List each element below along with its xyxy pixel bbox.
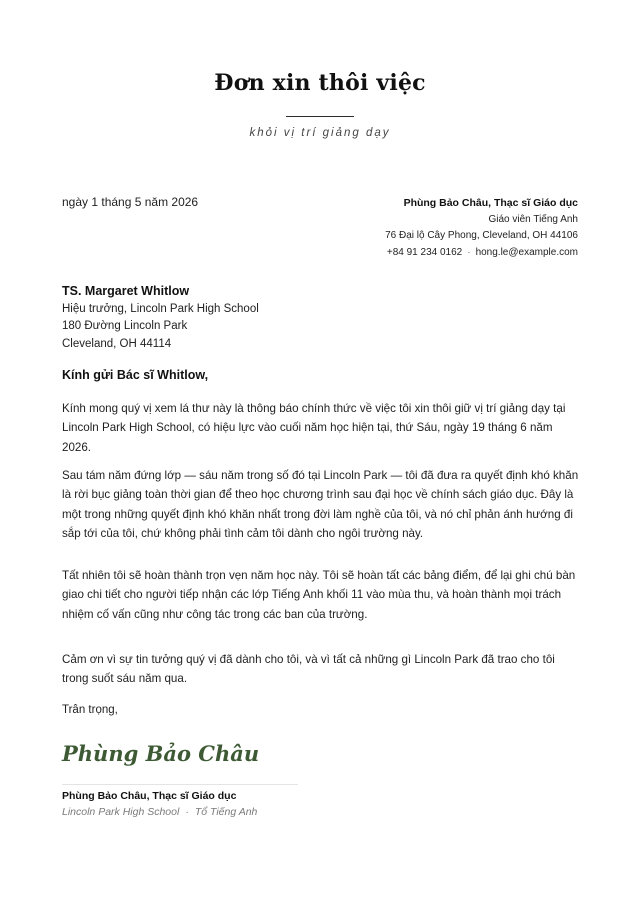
sender-name: Phùng Bảo Châu, Thạc sĩ Giáo dục bbox=[403, 197, 578, 209]
sender-block bbox=[385, 195, 578, 261]
letter-title: Đơn xin thôi việc bbox=[214, 70, 426, 96]
body-paragraph-2: Sau tám năm đứng lớp — sáu năm trong số đó tại Lincoln Park — tôi đã đưa ra quyết định khó khăn là rời bục giảng toàn thời gian để theo học chương trình sau đại học về chính sách giáo dục. Đây là một trong những quyết định khó khăn nhất trong đời làm nghề của tôi, và nó chỉ phản ánh hướng đi sắp tới của tôi, chứ không phải tình cảm tôi dành cho ngôi trường này. bbox=[62, 469, 579, 540]
sender-email: hong.le@example.com bbox=[475, 246, 578, 258]
sender-role: Giáo viên Tiếng Anh bbox=[488, 213, 578, 225]
recipient-block bbox=[62, 283, 259, 353]
body-paragraph-3: Tất nhiên tôi sẽ hoàn thành trọn vẹn năm học này. Tôi sẽ hoàn tất các bảng điểm, để lại ghi chú bàn giao chi tiết cho người tiếp nhận các lớp Tiếng Anh khối 11 vào mùa thu, và hoàn thành mọi trách nhiệm cố vấn cũng như công tác trong các ban của trường. bbox=[62, 569, 576, 621]
closing: Trân trọng, bbox=[62, 704, 118, 716]
signature-organization bbox=[62, 806, 257, 818]
signature-department: Tổ Tiếng Anh bbox=[194, 806, 258, 818]
letter-date: ngày 1 tháng 5 năm 2026 bbox=[62, 195, 199, 209]
sender-contact bbox=[385, 245, 578, 262]
salutation: Kính gửi Bác sĩ Whitlow, bbox=[62, 368, 209, 382]
letter-subtitle: khỏi vị trí giảng dạy bbox=[249, 127, 391, 139]
signature-separator: · bbox=[185, 806, 189, 818]
signature-school: Lincoln Park High School bbox=[62, 806, 180, 818]
body-paragraph-4: Cảm ơn vì sự tin tưởng quý vị đã dành cho tôi, và vì tất cả những gì Lincoln Park đã trao cho tôi trong suốt sáu năm qua. bbox=[62, 653, 555, 686]
title-divider bbox=[286, 116, 354, 117]
body-paragraph-1: Kính mong quý vị xem lá thư này là thông báo chính thức về việc tôi xin thôi giữ vị trí giảng dạy tại Lincoln Park High School, có hiệu lực vào cuối năm học hiện tại, thứ Sáu, ngày 19 tháng 6 năm 2026. bbox=[62, 402, 566, 454]
signature-name: Phùng Bảo Châu, Thạc sĩ Giáo dục bbox=[62, 790, 237, 802]
contact-separator: · bbox=[467, 246, 471, 258]
recipient-title: Hiệu trưởng, Lincoln Park High School bbox=[62, 302, 259, 315]
recipient-name: TS. Margaret Whitlow bbox=[62, 284, 190, 298]
signature-script: Phùng Bảo Châu bbox=[62, 741, 260, 766]
signature-divider bbox=[62, 784, 298, 785]
sender-address: 76 Đại lộ Cây Phong, Cleveland, OH 44106 bbox=[385, 230, 578, 241]
recipient-city: Cleveland, OH 44114 bbox=[62, 337, 172, 350]
recipient-street: 180 Đường Lincoln Park bbox=[62, 320, 188, 332]
sender-phone: +84 91 234 0162 bbox=[386, 246, 463, 258]
